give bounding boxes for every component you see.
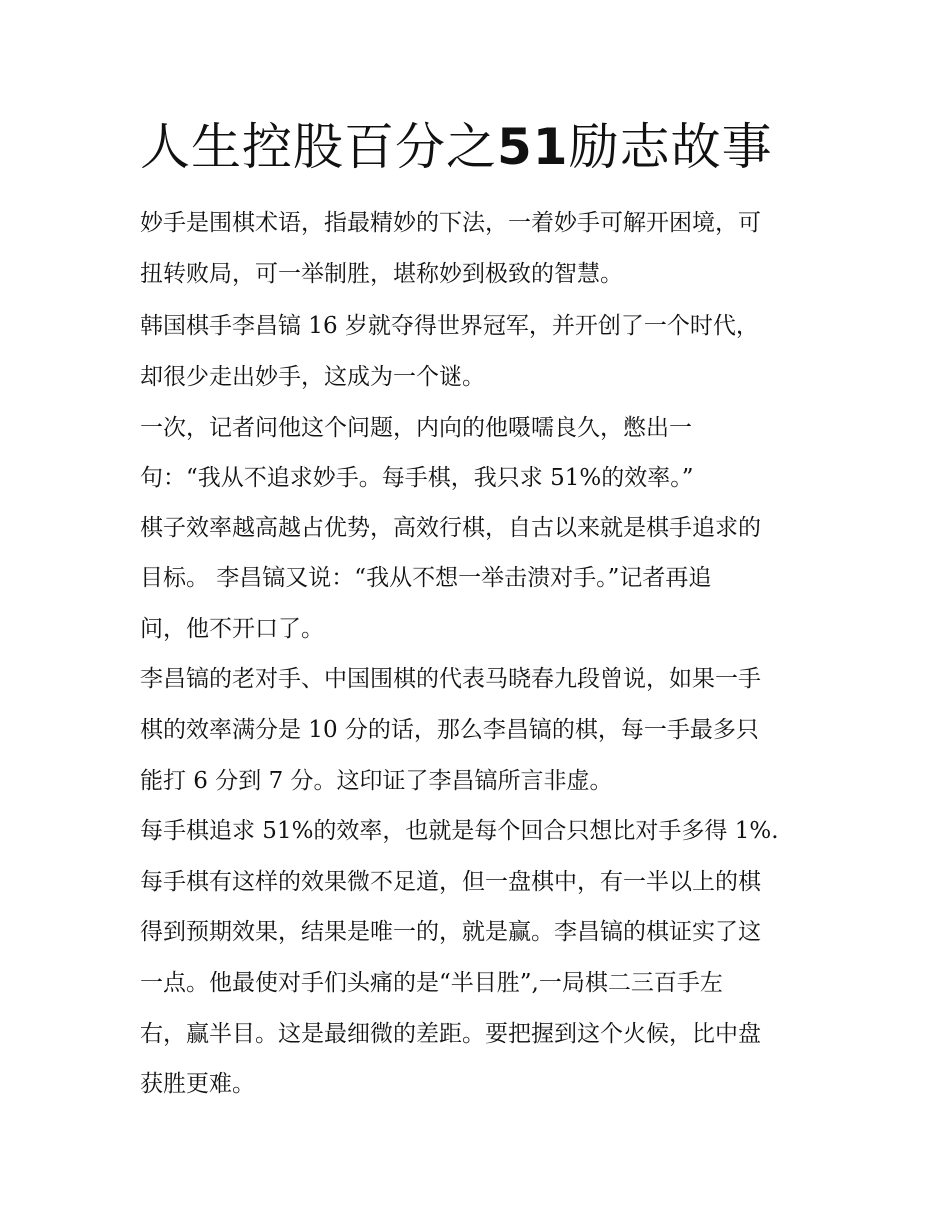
text-line-4: 却很少走出妙手，这成为一个谜。 xyxy=(140,364,485,390)
text-line-16: 一点。他最使对手们头痛的是“半目胜”,一局棋二三百手左 xyxy=(140,970,723,996)
text-line-12: 能打 6 分到 7 分。这印证了李昌镐所言非虚。 xyxy=(140,768,613,794)
text-line-11: 棋的效率满分是 10 分的话，那么李昌镐的棋，每一手最多只 xyxy=(140,717,759,743)
text-line-18: 获胜更难。 xyxy=(140,1071,255,1097)
text-line-14: 每手棋有这样的效果微不足道，但一盘棋中，有一半以上的棋 xyxy=(140,869,761,895)
text-line-6: 句：“我从不追求妙手。每手棋，我只求 51%的效率。” xyxy=(140,465,694,491)
title-suffix: 励志故事 xyxy=(568,118,773,176)
text-line-2: 扭转败局，可一举制胜，堪称妙到极致的智慧。 xyxy=(140,261,623,287)
document-title xyxy=(140,112,773,182)
text-line-10: 李昌镐的老对手、中国围棋的代表马晓春九段曾说，如果一手 xyxy=(140,666,761,692)
text-line-9: 问，他不开口了。 xyxy=(140,616,324,642)
text-line-17: 右，赢半目。这是最细微的差距。要把握到这个火候，比中盘 xyxy=(140,1021,761,1047)
text-line-15: 得到预期效果，结果是唯一的，就是赢。李昌镐的棋证实了这 xyxy=(140,919,761,945)
text-line-3: 韩国棋手李昌镐 16 岁就夺得世界冠军，并开创了一个时代， xyxy=(140,313,759,339)
text-line-5: 一次，记者问他这个问题，内向的他嗫嚅良久，憋出一 xyxy=(140,415,692,441)
title-prefix: 人生控股百分之 xyxy=(140,118,497,176)
text-line-7: 棋子效率越高越占优势，高效行棋，自古以来就是棋手追求的 xyxy=(140,515,761,541)
text-line-8: 目标。 李昌镐又说：“我从不想一举击溃对手。”记者再追 xyxy=(140,565,712,591)
title-number: 51 xyxy=(497,118,569,176)
text-line-1: 妙手是围棋术语，指最精妙的下法，一着妙手可解开困境，可 xyxy=(140,210,761,236)
text-line-13: 每手棋追求 51%的效率，也就是每个回合只想比对手多得 1%. xyxy=(140,818,779,844)
